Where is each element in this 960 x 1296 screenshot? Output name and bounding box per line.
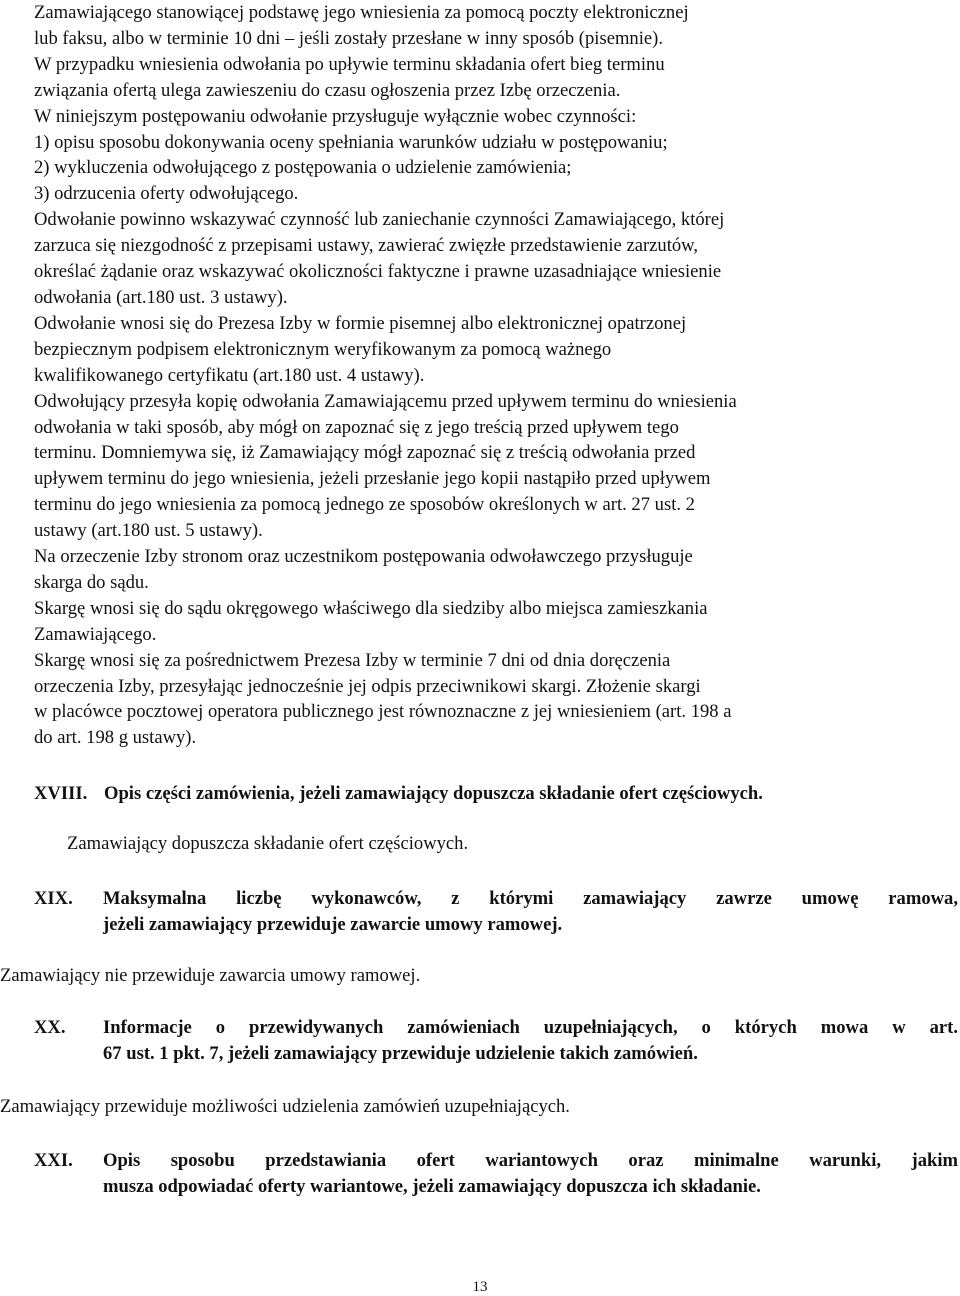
text-line: W przypadku wniesienia odwołania po upływie terminu składania ofert bieg terminu bbox=[34, 53, 665, 75]
text-line: odwołania (art.180 ust. 3 ustawy). bbox=[34, 286, 288, 308]
section-title-line: Opis sposobu przedstawiania ofert wariantowych oraz minimalne warunki, jakim bbox=[103, 1150, 958, 1171]
text-line: zarzuca się niezgodność z przepisami ustawy, zawierać zwięzłe przedstawienie zarzutów, bbox=[34, 235, 699, 257]
body-text bbox=[34, 0, 952, 751]
section-answer-xviii: Zamawiający dopuszcza składanie ofert częściowych. bbox=[67, 833, 469, 854]
text-line: terminu do jego wniesienia za pomocą jednego ze sposobów określonych w art. 27 ust. 2 bbox=[34, 494, 695, 516]
text-line: Odwołujący przesyła kopię odwołania Zamawiającemu przed upływem terminu do wniesienia bbox=[34, 390, 737, 412]
text-line: Zamawiającego. bbox=[34, 623, 157, 645]
section-title bbox=[103, 1015, 958, 1067]
text-line: Skargę wnosi się za pośrednictwem Prezesa Izby w terminie 7 dni od dnia doręczenia bbox=[34, 649, 671, 671]
text-line: ustawy (art.180 ust. 5 ustawy). bbox=[34, 520, 263, 542]
section-title-line: jeżeli zamawiający przewiduje zawarcie umowy ramowej. bbox=[103, 914, 563, 935]
section-heading-xx bbox=[34, 1015, 958, 1067]
section-title bbox=[103, 886, 958, 938]
section-title: Opis części zamówienia, jeżeli zamawiający dopuszcza składanie ofert częściowych. bbox=[104, 783, 763, 804]
text-line: kwalifikowanego certyfikatu (art.180 ust. 4 ustawy). bbox=[34, 364, 425, 386]
section-number: XIX. bbox=[34, 888, 73, 909]
text-line: Odwołanie wnosi się do Prezesa Izby w formie pisemnej albo elektronicznej opatrzonej bbox=[34, 312, 687, 334]
text-line: Skargę wnosi się do sądu okręgowego właściwego dla siedziby albo miejsca zamieszkania bbox=[34, 597, 708, 619]
text-line: odwołania w taki sposób, aby mógł on zapoznać się z jego treścią przed upływem tego bbox=[34, 416, 679, 438]
list-item: 1) opisu sposobu dokonywania oceny spełniania warunków udziału w postępowaniu; bbox=[34, 131, 668, 153]
section-number: XVIII. bbox=[34, 783, 88, 804]
section-title-line: Maksymalna liczbę wykonawców, z którymi zamawiający zawrze umowę ramowa, bbox=[103, 888, 958, 909]
section-title bbox=[103, 1148, 958, 1200]
section-number: XX. bbox=[34, 1017, 66, 1038]
text-line: terminu. Domniemywa się, iż Zamawiający mógł zapoznać się z treścią odwołania przed bbox=[34, 442, 696, 464]
text-line: w placówce pocztowej operatora publicznego jest równoznaczne z jej wniesieniem (art. 198 a bbox=[34, 701, 732, 723]
section-number: XXI. bbox=[34, 1150, 73, 1171]
list-item: 3) odrzucenia oferty odwołującego. bbox=[34, 183, 299, 205]
section-answer-xx: Zamawiający przewiduje możliwości udzielenia zamówień uzupełniających. bbox=[0, 1096, 570, 1117]
section-title-line: Informacje o przewidywanych zamówieniach uzupełniających, o których mowa w art. bbox=[103, 1017, 958, 1038]
text-line: orzeczenia Izby, przesyłając jednocześnie jej odpis przeciwnikowi skargi. Złożenie skargi bbox=[34, 675, 701, 697]
text-line: związania ofertą ulega zawieszeniu do czasu ogłoszenia przez Izbę orzeczenia. bbox=[34, 79, 621, 101]
text-line: Na orzeczenie Izby stronom oraz uczestnikom postępowania odwoławczego przysługuje bbox=[34, 546, 693, 568]
text-line: bezpiecznym podpisem elektronicznym weryfikowanym za pomocą ważnego bbox=[34, 338, 612, 360]
section-heading-xxi bbox=[34, 1148, 958, 1200]
text-line: upływem terminu do jego wniesienia, jeżeli przesłanie jego kopii nastąpiło przed upływem bbox=[34, 468, 711, 490]
text-line: określać żądanie oraz wskazywać okoliczności faktyczne i prawne uzasadniające wniesienie bbox=[34, 261, 722, 283]
text-line: W niniejszym postępowaniu odwołanie przysługuje wyłącznie wobec czynności: bbox=[34, 105, 637, 127]
section-title-line: musza odpowiadać oferty wariantowe, jeżeli zamawiający dopuszcza ich składanie. bbox=[103, 1176, 761, 1197]
section-title-line: 67 ust. 1 pkt. 7, jeżeli zamawiający przewiduje udzielenie takich zamówień. bbox=[103, 1043, 698, 1064]
page-number: 13 bbox=[472, 1279, 488, 1295]
text-line: Odwołanie powinno wskazywać czynność lub zaniechanie czynności Zamawiającego, której bbox=[34, 209, 725, 231]
text-line: Zamawiającego stanowiącej podstawę jego wniesienia za pomocą poczty elektronicznej bbox=[34, 2, 689, 23]
list-item: 2) wykluczenia odwołującego z postępowania o udzielenie zamówienia; bbox=[34, 157, 572, 179]
text-line: lub faksu, albo w terminie 10 dni – jeśli zostały przesłane w inny sposób (pisemnie). bbox=[34, 27, 663, 49]
text-line: do art. 198 g ustawy). bbox=[34, 727, 197, 749]
section-heading-xix bbox=[34, 886, 958, 938]
section-answer-xix: Zamawiający nie przewiduje zawarcia umowy ramowej. bbox=[0, 965, 421, 986]
text-line: skarga do sądu. bbox=[34, 571, 149, 593]
